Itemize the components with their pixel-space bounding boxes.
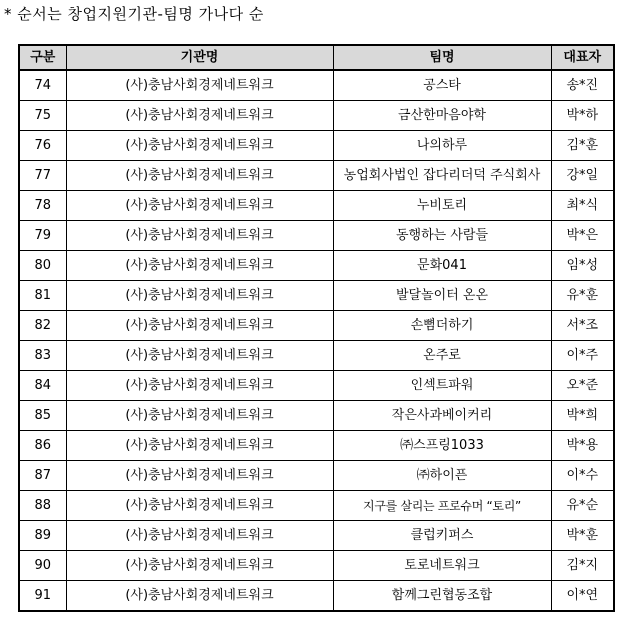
cell-org: (사)충남사회경제네트워크 (66, 341, 333, 371)
cell-org: (사)충남사회경제네트워크 (66, 491, 333, 521)
table-row (19, 221, 614, 251)
table-row (19, 311, 614, 341)
cell-rep: 박*은 (551, 221, 614, 251)
cell-team: 공스타 (333, 70, 551, 101)
cell-team: 인섹트파워 (333, 371, 551, 401)
cell-num: 85 (19, 401, 66, 431)
team-roster-table (18, 44, 615, 612)
cell-rep: 이*주 (551, 341, 614, 371)
cell-team: 농업회사법인 잡다리더덕 주식회사 (333, 161, 551, 191)
header-rep: 대표자 (551, 45, 614, 70)
cell-rep: 김*훈 (551, 131, 614, 161)
table-row (19, 551, 614, 581)
cell-team: 클럽키퍼스 (333, 521, 551, 551)
cell-org: (사)충남사회경제네트워크 (66, 191, 333, 221)
cell-num: 84 (19, 371, 66, 401)
cell-rep: 임*성 (551, 251, 614, 281)
cell-org: (사)충남사회경제네트워크 (66, 311, 333, 341)
cell-org: (사)충남사회경제네트워크 (66, 101, 333, 131)
cell-num: 89 (19, 521, 66, 551)
cell-num: 86 (19, 431, 66, 461)
cell-org: (사)충남사회경제네트워크 (66, 431, 333, 461)
table-header-row (19, 45, 614, 70)
cell-team: 문화041 (333, 251, 551, 281)
sort-order-note: * 순서는 창업지원기관-팀명 가나다 순 (4, 5, 264, 23)
table-row (19, 401, 614, 431)
cell-org: (사)충남사회경제네트워크 (66, 371, 333, 401)
cell-rep: 송*진 (551, 70, 614, 101)
cell-team: 작은사과베이커리 (333, 401, 551, 431)
cell-rep: 박*용 (551, 431, 614, 461)
cell-rep: 박*희 (551, 401, 614, 431)
cell-org: (사)충남사회경제네트워크 (66, 521, 333, 551)
cell-team: 누비토리 (333, 191, 551, 221)
cell-num: 82 (19, 311, 66, 341)
cell-org: (사)충남사회경제네트워크 (66, 461, 333, 491)
table-row (19, 251, 614, 281)
cell-num: 91 (19, 581, 66, 612)
cell-org: (사)충남사회경제네트워크 (66, 281, 333, 311)
cell-num: 74 (19, 70, 66, 101)
cell-rep: 박*하 (551, 101, 614, 131)
header-org: 기관명 (66, 45, 333, 70)
table-row (19, 70, 614, 101)
table-row (19, 461, 614, 491)
cell-rep: 오*준 (551, 371, 614, 401)
cell-rep: 이*수 (551, 461, 614, 491)
cell-org: (사)충남사회경제네트워크 (66, 161, 333, 191)
cell-rep: 유*훈 (551, 281, 614, 311)
table-row (19, 161, 614, 191)
cell-num: 81 (19, 281, 66, 311)
table-row (19, 101, 614, 131)
table-row (19, 371, 614, 401)
cell-org: (사)충남사회경제네트워크 (66, 70, 333, 101)
cell-team: 온주로 (333, 341, 551, 371)
cell-rep: 박*훈 (551, 521, 614, 551)
cell-num: 75 (19, 101, 66, 131)
cell-num: 83 (19, 341, 66, 371)
header-team: 팀명 (333, 45, 551, 70)
cell-team: 동행하는 사람들 (333, 221, 551, 251)
cell-rep: 서*조 (551, 311, 614, 341)
table-row (19, 281, 614, 311)
cell-org: (사)충남사회경제네트워크 (66, 551, 333, 581)
cell-team: 지구를 살리는 프로슈머 “토리” (333, 491, 551, 521)
cell-rep: 이*연 (551, 581, 614, 612)
cell-org: (사)충남사회경제네트워크 (66, 581, 333, 612)
cell-team: ㈜스프링1033 (333, 431, 551, 461)
cell-team: ㈜하이픈 (333, 461, 551, 491)
cell-team: 토로네트워크 (333, 551, 551, 581)
cell-num: 80 (19, 251, 66, 281)
table-row (19, 491, 614, 521)
table-row (19, 191, 614, 221)
cell-num: 76 (19, 131, 66, 161)
cell-team: 함께그린협동조합 (333, 581, 551, 612)
cell-num: 88 (19, 491, 66, 521)
table-row (19, 131, 614, 161)
cell-org: (사)충남사회경제네트워크 (66, 221, 333, 251)
cell-org: (사)충남사회경제네트워크 (66, 131, 333, 161)
header-num: 구분 (19, 45, 66, 70)
cell-num: 90 (19, 551, 66, 581)
cell-rep: 김*지 (551, 551, 614, 581)
cell-num: 87 (19, 461, 66, 491)
cell-rep: 유*순 (551, 491, 614, 521)
cell-num: 77 (19, 161, 66, 191)
cell-rep: 강*일 (551, 161, 614, 191)
table-row (19, 581, 614, 612)
cell-num: 78 (19, 191, 66, 221)
cell-rep: 최*식 (551, 191, 614, 221)
table-row (19, 521, 614, 551)
cell-team: 발달놀이터 온온 (333, 281, 551, 311)
cell-org: (사)충남사회경제네트워크 (66, 401, 333, 431)
table-row (19, 431, 614, 461)
cell-team: 금산한마음야학 (333, 101, 551, 131)
table-row (19, 341, 614, 371)
cell-team: 나의하루 (333, 131, 551, 161)
cell-team: 손뼘더하기 (333, 311, 551, 341)
cell-org: (사)충남사회경제네트워크 (66, 251, 333, 281)
cell-num: 79 (19, 221, 66, 251)
